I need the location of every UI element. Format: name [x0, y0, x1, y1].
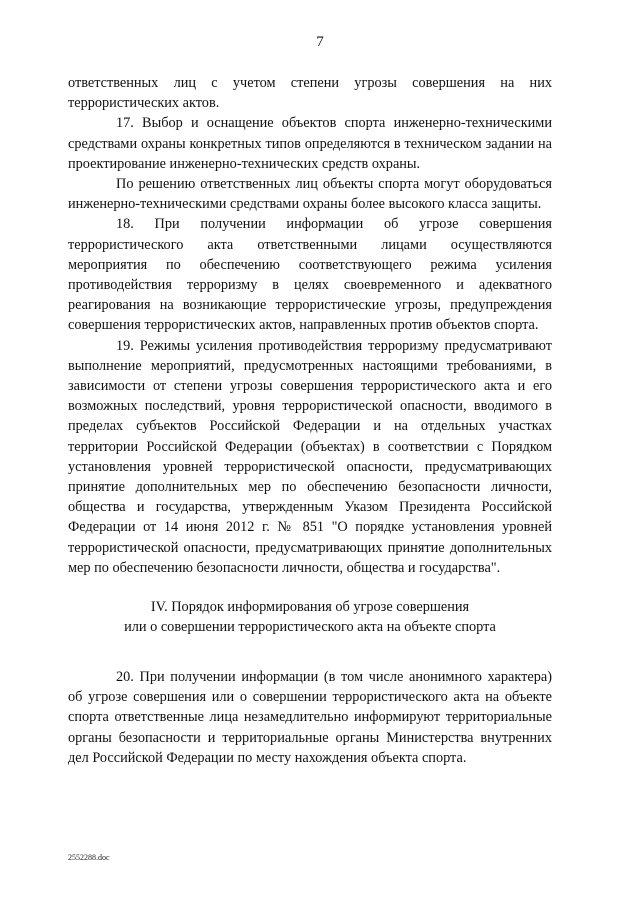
section-heading-line-1: IV. Порядок информирования об угрозе совершения	[150, 599, 470, 616]
page-number: 7	[316, 34, 324, 50]
paragraph-continuation: ответственных лиц с учетом степени угрозы совершения на них террористических актов.	[68, 75, 552, 112]
document-body	[68, 73, 552, 768]
paragraph-19: 19. Режимы усиления противодействия терроризму предусматривают выполнение мероприятий, предусмотренных настоящими требованиями, в зависимости от степени угрозы совершения террористического акта и его возможных последствий, уровня террористической опасности, вводимого в пределах субъектов Российской Федерации и на отдельных участках территории Российской Федерации (объектах) в соответствии с Порядком установления уровней террористической опасности, предусматривающих принятие дополнительных мер по обеспечению безопасности личности, общества и государства, утвержденным Указом Президента Российской Федерации от 14 июня 2012 г. № 851 "О порядке установления уровней террористической опасности, предусматривающих принятие дополнительных мер по обеспечению безопасности личности, общества и государства".	[68, 337, 552, 576]
section-heading	[68, 598, 552, 637]
paragraph-18: 18. При получении информации об угрозе совершения террористического акта ответственными лицами осуществляются мероприятия по обеспечению соответствующего режима усиления противодействия терроризму в целях своевременного и адекватного реагирования на возникающие террористические угрозы, предупреждения совершения террористических актов, направленных против объектов спорта.	[68, 216, 552, 334]
document-footer-filename: 2552288.doc	[68, 853, 110, 862]
paragraph-20: 20. При получении информации (в том числе анонимного характера) об угрозе совершения или о совершении террористического акта на объекте спорта ответственные лица незамедлительно информируют территориальные органы безопасности и территориальные органы Министерства внутренних дел Российской Федерации по месту нахождения объекта спорта.	[68, 669, 552, 766]
paragraph-17: 17. Выбор и оснащение объектов спорта инженерно-техническими средствами охраны конкретных типов определяются в техническом задании на проектирование инженерно-технических средств охраны.	[68, 115, 552, 172]
section-heading-line-2: или о совершении террористического акта на объекте спорта	[124, 618, 496, 635]
paragraph-17-continued: По решению ответственных лиц объекты спорта могут оборудоваться инженерно-техническими средствами охраны более высокого класса защиты.	[68, 176, 552, 213]
